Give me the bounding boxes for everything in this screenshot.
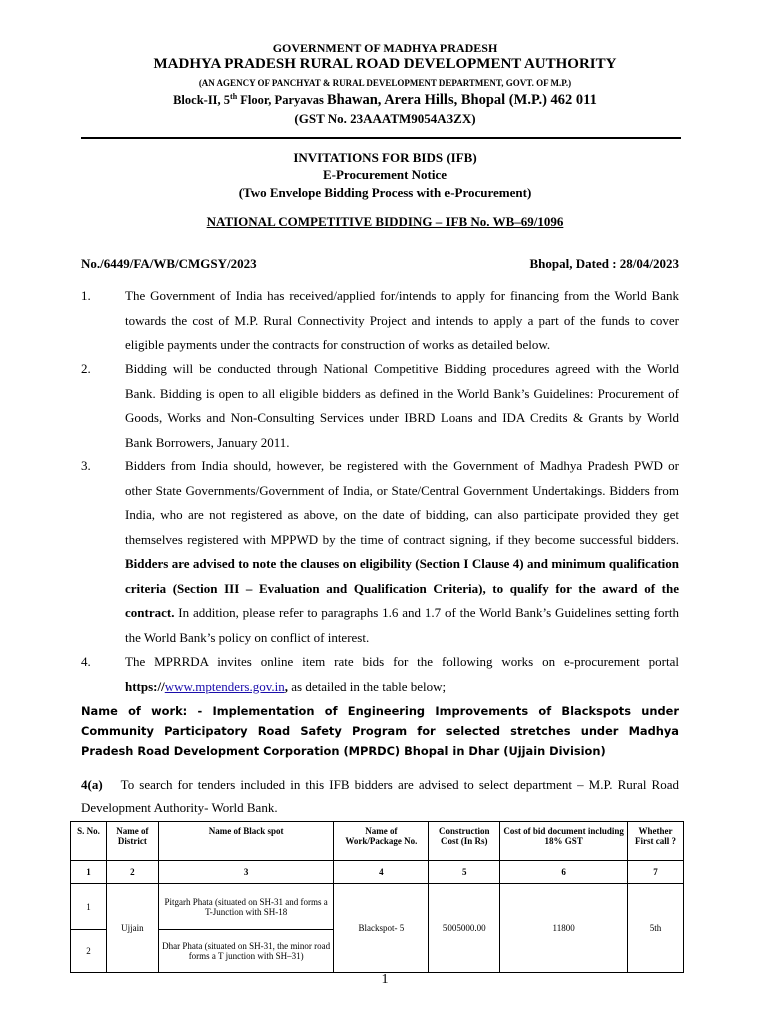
district-cell: Ujjain xyxy=(106,884,158,973)
header-cell-construction-cost: Construction Cost (In Rs) xyxy=(429,822,500,861)
ifb-title: INVITATIONS FOR BIDS (IFB) xyxy=(293,150,477,165)
reference-date: Bhopal, Dated : 28/04/2023 xyxy=(529,256,679,271)
black-spot-cell: Dhar Phata (situated on SH-31, the minor road forms a T junction with SH–31) xyxy=(158,930,334,973)
reference-number: No./6449/FA/WB/CMGSY/2023 xyxy=(81,256,257,271)
bids-table xyxy=(70,821,684,973)
paragraph-4a: 4(a) To search for tenders included in this IFB bidders are advised to select department – M.P. Rural Road Development Authority- World Bank. xyxy=(81,777,679,815)
eligibility-note: Bidders are advised to note the clauses on eligibility (Section I Clause 4) and minimum qualification criteria (Section III – Evaluation and Qualification Criteria), to qualify for the award of the contract. xyxy=(125,556,679,620)
row-sno: 1 xyxy=(71,884,107,930)
name-of-work: Name of work: - Implementation of Engineering Improvements of Blackspots under Community Participatory Road Safety Program for selected stretches under Madhya Pradesh Road Development Corporation (MPRDC) Bhopal in Dhar (Ujjain Division) xyxy=(81,704,679,758)
page-number: 1 xyxy=(381,972,389,987)
header-cell-first-call: Whether First call ? xyxy=(628,822,684,861)
header-cell-black-spot: Name of Black spot xyxy=(158,822,334,861)
header-cell-bid-document-cost: Cost of bid document including 18% GST xyxy=(500,822,628,861)
header-cell-district: Name of District xyxy=(106,822,158,861)
ncb-title: NATIONAL COMPETITIVE BIDDING – IFB No. WB–69/1096 xyxy=(206,214,564,229)
authority-heading: MADHYA PRADESH RURAL ROAD DEVELOPMENT AUTHORITY xyxy=(153,56,617,72)
header-cell-sno: S. No. xyxy=(71,822,107,861)
table-index-row: 1 2 3 4 5 6 7 xyxy=(71,861,684,884)
bid-document-cost-cell: 11800 xyxy=(500,884,628,973)
office-address: Block-II, 5th Floor, Paryavas Bhawan, Arera Hills, Bhopal (M.P.) 462 011 xyxy=(173,91,597,108)
eprocurement-title: E-Procurement Notice xyxy=(322,167,448,182)
gst-number: (GST No. 23AAATM9054A3ZX) xyxy=(294,111,476,126)
construction-cost-cell: 5005000.00 xyxy=(429,884,500,973)
table-header-row xyxy=(71,822,684,861)
row-sno: 2 xyxy=(71,930,107,973)
paragraph-2: 2. Bidding will be conducted through National Competitive Bidding procedures agreed with the World Bank. Bidding is open to all eligible bidders as defined in the World Bank’s Guidelines: Procurement of Goods, Works and Non-Consulting Services under IBRD Loans and IDA Credits & Grants by World Bank Borrowers, January 2011. xyxy=(81,361,679,450)
reference-row xyxy=(81,256,679,272)
mptenders-link[interactable]: www.mptenders.gov.in xyxy=(164,678,285,694)
paragraph-1: 1. The Government of India has received/applied for/intends to apply for financing from the World Bank towards the cost of M.P. Rural Connectivity Project and intends to apply a part of the funds to cover eligible payments under the contracts for construction of works as detailed below. xyxy=(81,288,679,352)
package-cell: Blackspot- 5 xyxy=(334,884,429,973)
paragraph-4: 4. The MPRRDA invites online item rate bids for the following works on e-procurement portal https://www.mptenders.gov.in, as detailed in the table below; xyxy=(81,654,679,694)
table-row xyxy=(71,884,684,930)
header-cell-package: Name of Work/Package No. xyxy=(334,822,429,861)
agency-subheading: (AN AGENCY OF PANCHYAT & RURAL DEVELOPMENT DEPARTMENT, GOVT. OF M.P.) xyxy=(198,78,572,88)
black-spot-cell: Pitgarh Phata (situated on SH-31 and forms a T-Junction with SH-18 xyxy=(158,884,334,930)
paragraph-3: 3. Bidders from India should, however, be registered with the Government of Madhya Pradesh PWD or other State Governments/Government of India, or State/Central Government Undertakings. Bidders from India, who are not registered as above, on the date of bidding, can also participate provided they get themselves registered with MPPWD by the time of contract signing, if they become successful bidders. Bidders are advised to note the clauses on eligibility (Section I Clause 4) and minimum qualification criteria (Section III – Evaluation and Qualification Criteria), to qualify for the award of the contract. In addition, please refer to paragraphs 1.6 and 1.7 of the World Bank’s Guidelines setting forth the World Bank’s policy on conflict of interest. xyxy=(81,458,679,645)
government-heading: GOVERNMENT OF MADHYA PRADESH xyxy=(272,41,498,55)
bidding-process-title: (Two Envelope Bidding Process with e-Procurement) xyxy=(238,185,532,200)
first-call-cell: 5th xyxy=(628,884,684,973)
header-divider xyxy=(81,137,681,139)
